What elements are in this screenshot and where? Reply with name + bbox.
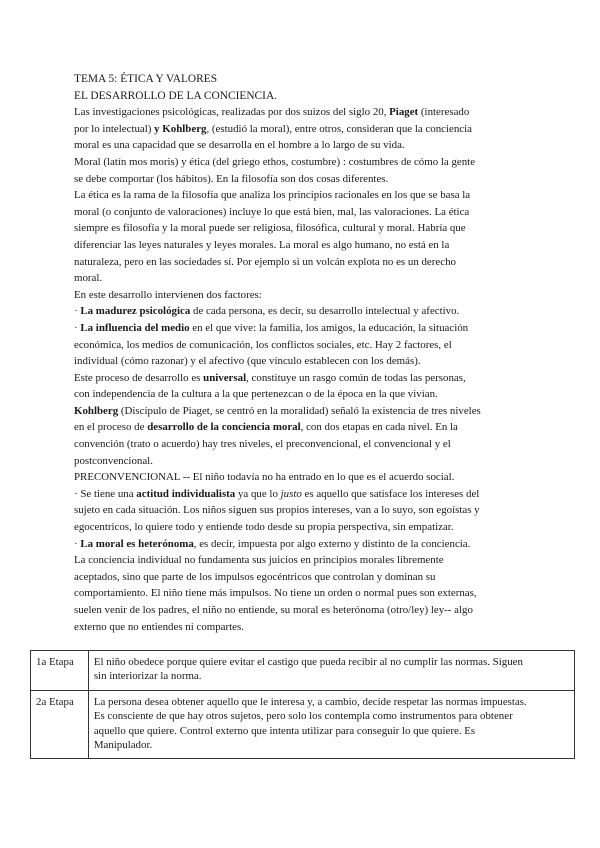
text-run: · Se tiene una xyxy=(74,487,137,500)
text-run: convención (trato o acuerdo) hay tres niveles, el preconvencional, el convencional y el xyxy=(74,438,451,451)
text-line xyxy=(74,121,530,138)
text-run: suelen venir de los padres, el niño no entiende, su moral es heterónoma (otro/ley) ley-- algo xyxy=(74,604,473,616)
text-line xyxy=(74,585,530,602)
text-line xyxy=(74,502,530,519)
text-line xyxy=(74,270,530,287)
text-run: Las investigaciones psicológicas, realizadas por dos suizos del siglo 20, xyxy=(74,106,390,119)
text-run: es aquello que satisface los intereses del xyxy=(301,487,480,500)
bold-term: La moral es heterónoma xyxy=(80,537,194,550)
stage-text-line: Es consciente de que hay otros sujetos, pero solo los contempla como instrumentos para obtener xyxy=(93,710,513,723)
text-line xyxy=(74,154,530,171)
text-run: (interesado xyxy=(418,106,470,119)
text-run: en el que vive: la familia, los amigos, la educación, la situación xyxy=(189,321,469,334)
text-line xyxy=(74,171,530,188)
text-line xyxy=(74,519,530,536)
text-line xyxy=(74,104,530,121)
text-run: PRECONVENCIONAL -- El niño todavía no ha entrado en lo que es el acuerdo social. xyxy=(74,471,455,484)
stage-description xyxy=(88,651,574,691)
section-title: EL DESARROLLO DE LA CONCIENCIA. xyxy=(74,89,278,102)
bold-term: La madurez psicológica xyxy=(80,305,191,318)
stage-row xyxy=(31,690,575,759)
bold-term: Kohlberg xyxy=(74,404,119,417)
stage-text-line: aquello que quiere. Control externo que intenta utilizar para conseguir lo que quiere. Es xyxy=(93,724,476,737)
text-line xyxy=(74,436,530,453)
text-run: individual (cómo razonar) y el afectivo (que vínculo establecen con los demás). xyxy=(74,355,421,368)
text-line xyxy=(74,137,530,154)
text-line xyxy=(74,237,530,254)
text-line xyxy=(74,386,530,403)
text-line xyxy=(74,569,530,586)
text-line xyxy=(74,552,530,569)
text-line xyxy=(74,469,530,486)
text-line xyxy=(74,453,530,470)
bold-term: desarrollo de la conciencia moral xyxy=(147,421,301,434)
text-run: en el proceso de xyxy=(74,421,148,434)
text-run: (Discípulo de Piaget, se centró en la moralidad) señaló la existencia de tres niveles xyxy=(118,404,481,417)
bold-term: actitud individualista xyxy=(136,487,236,500)
text-run: , constituye un rasgo común de todas las personas, xyxy=(246,371,466,384)
text-run: moral (o conjunto de valoraciones) incluye lo que está bien, mal, las valoraciones. La ética xyxy=(74,205,470,218)
text-line xyxy=(74,536,530,553)
text-run: En este desarrollo intervienen dos factores: xyxy=(74,288,262,301)
stage-label: 2a Etapa xyxy=(31,690,89,759)
text-line xyxy=(74,204,530,221)
stage-label: 1a Etapa xyxy=(31,651,89,691)
text-run: aceptados, sino que parte de los impulsos egocéntricos que controlan y dominan su xyxy=(74,570,436,583)
text-line xyxy=(74,287,530,304)
text-line xyxy=(74,220,530,237)
text-run: por lo intelectual) xyxy=(74,122,155,135)
text-run: con independencia de la cultura a la que pertenezcan o de la época en la que vivían. xyxy=(74,388,438,401)
text-line xyxy=(74,403,530,420)
text-run: Moral (latín mos moris) y ética (del griego ethos, costumbre) : costumbres de cómo la gente xyxy=(74,155,476,168)
text-run: · xyxy=(74,321,81,334)
page-title: TEMA 5: ÉTICA Y VALORES xyxy=(74,73,218,85)
text-run: comportamiento. El niño tiene más impulsos. No tiene un orden o normal pues son externas, xyxy=(74,587,477,600)
text-line xyxy=(74,619,530,636)
document-body xyxy=(74,71,530,635)
text-line xyxy=(74,187,530,204)
text-run: , es decir, impuesta por algo externo y distinto de la conciencia. xyxy=(193,537,471,550)
bold-term: La influencia del medio xyxy=(80,321,190,334)
text-run: egocentricos, lo quiere todo y entiende todo desde su propia perspectiva, sin empatizar. xyxy=(74,521,454,534)
stage-description xyxy=(88,690,574,759)
text-run: moral. xyxy=(74,272,103,285)
text-run: moral es una capacidad que se desarrolla en el hombre a lo largo de su vida. xyxy=(74,139,405,152)
bold-term: universal xyxy=(203,371,247,384)
stages-table xyxy=(30,650,575,759)
text-run: · xyxy=(74,305,81,318)
text-run: , (estudió la moral), entre otros, consideran que la conciencia xyxy=(206,122,472,135)
stage-text-line: El niño obedece porque quiere evitar el castigo que pueda recibir al no cumplir las normas. Siguen xyxy=(93,656,523,668)
bold-term: y Kohlberg xyxy=(154,122,207,135)
text-run: de cada persona, es decir, su desarrollo intelectual y afectivo. xyxy=(190,305,460,318)
text-run: diferenciar las leyes naturales y leyes morales. La moral es algo humano, no está en la xyxy=(74,238,450,251)
text-run: externo que no entiendes ni compartes. xyxy=(74,620,244,633)
text-run: ya que lo xyxy=(235,487,281,500)
italic-term: justo xyxy=(280,487,302,500)
text-line xyxy=(74,320,530,337)
text-run: La conciencia individual no fundamenta sus juicios en principios morales libremente xyxy=(74,554,444,567)
body-text xyxy=(74,104,530,635)
text-line xyxy=(74,370,530,387)
text-run: , con dos etapas en cada nivel. En la xyxy=(300,421,458,434)
text-line xyxy=(74,303,530,320)
text-line xyxy=(74,486,530,503)
text-run: se debe comportar (los hábitos). En la filosofía son dos cosas diferentes. xyxy=(74,172,389,185)
stage-text-line: La persona desea obtener aquello que le interesa y, a cambio, decide respetar las normas impuestas. xyxy=(93,695,527,708)
stage-text-line: Manipulador. xyxy=(93,739,153,752)
text-run: naturaleza, pero en las sociedades sí. Por ejemplo si un volcán explota no es un derecho xyxy=(74,255,456,268)
text-run: siempre es filosofía y la moral puede ser religiosa, filosófica, cultural y moral. Habría que xyxy=(74,222,466,235)
text-run: sujeto en cada situación. Los niños siguen sus propios intereses, van a lo suyo, son egoístas y xyxy=(74,504,480,517)
text-line xyxy=(74,353,530,370)
stage-row xyxy=(31,651,575,691)
text-line xyxy=(74,254,530,271)
text-line xyxy=(74,419,530,436)
text-run: La ética es la rama de la filosofía que analiza los principios racionales en los que se basa la xyxy=(74,189,471,202)
bold-term: Piaget xyxy=(389,106,419,119)
text-line xyxy=(74,602,530,619)
text-run: Este proceso de desarrollo es xyxy=(74,371,204,384)
text-line xyxy=(74,337,530,354)
text-run: · xyxy=(74,537,81,550)
text-run: postconvencional. xyxy=(74,454,153,467)
text-run: económica, los medios de comunicación, los conflictos sociales, etc. Hay 2 factores, el xyxy=(74,338,452,351)
stage-text-line: sin interiorizar la norma. xyxy=(93,670,202,683)
